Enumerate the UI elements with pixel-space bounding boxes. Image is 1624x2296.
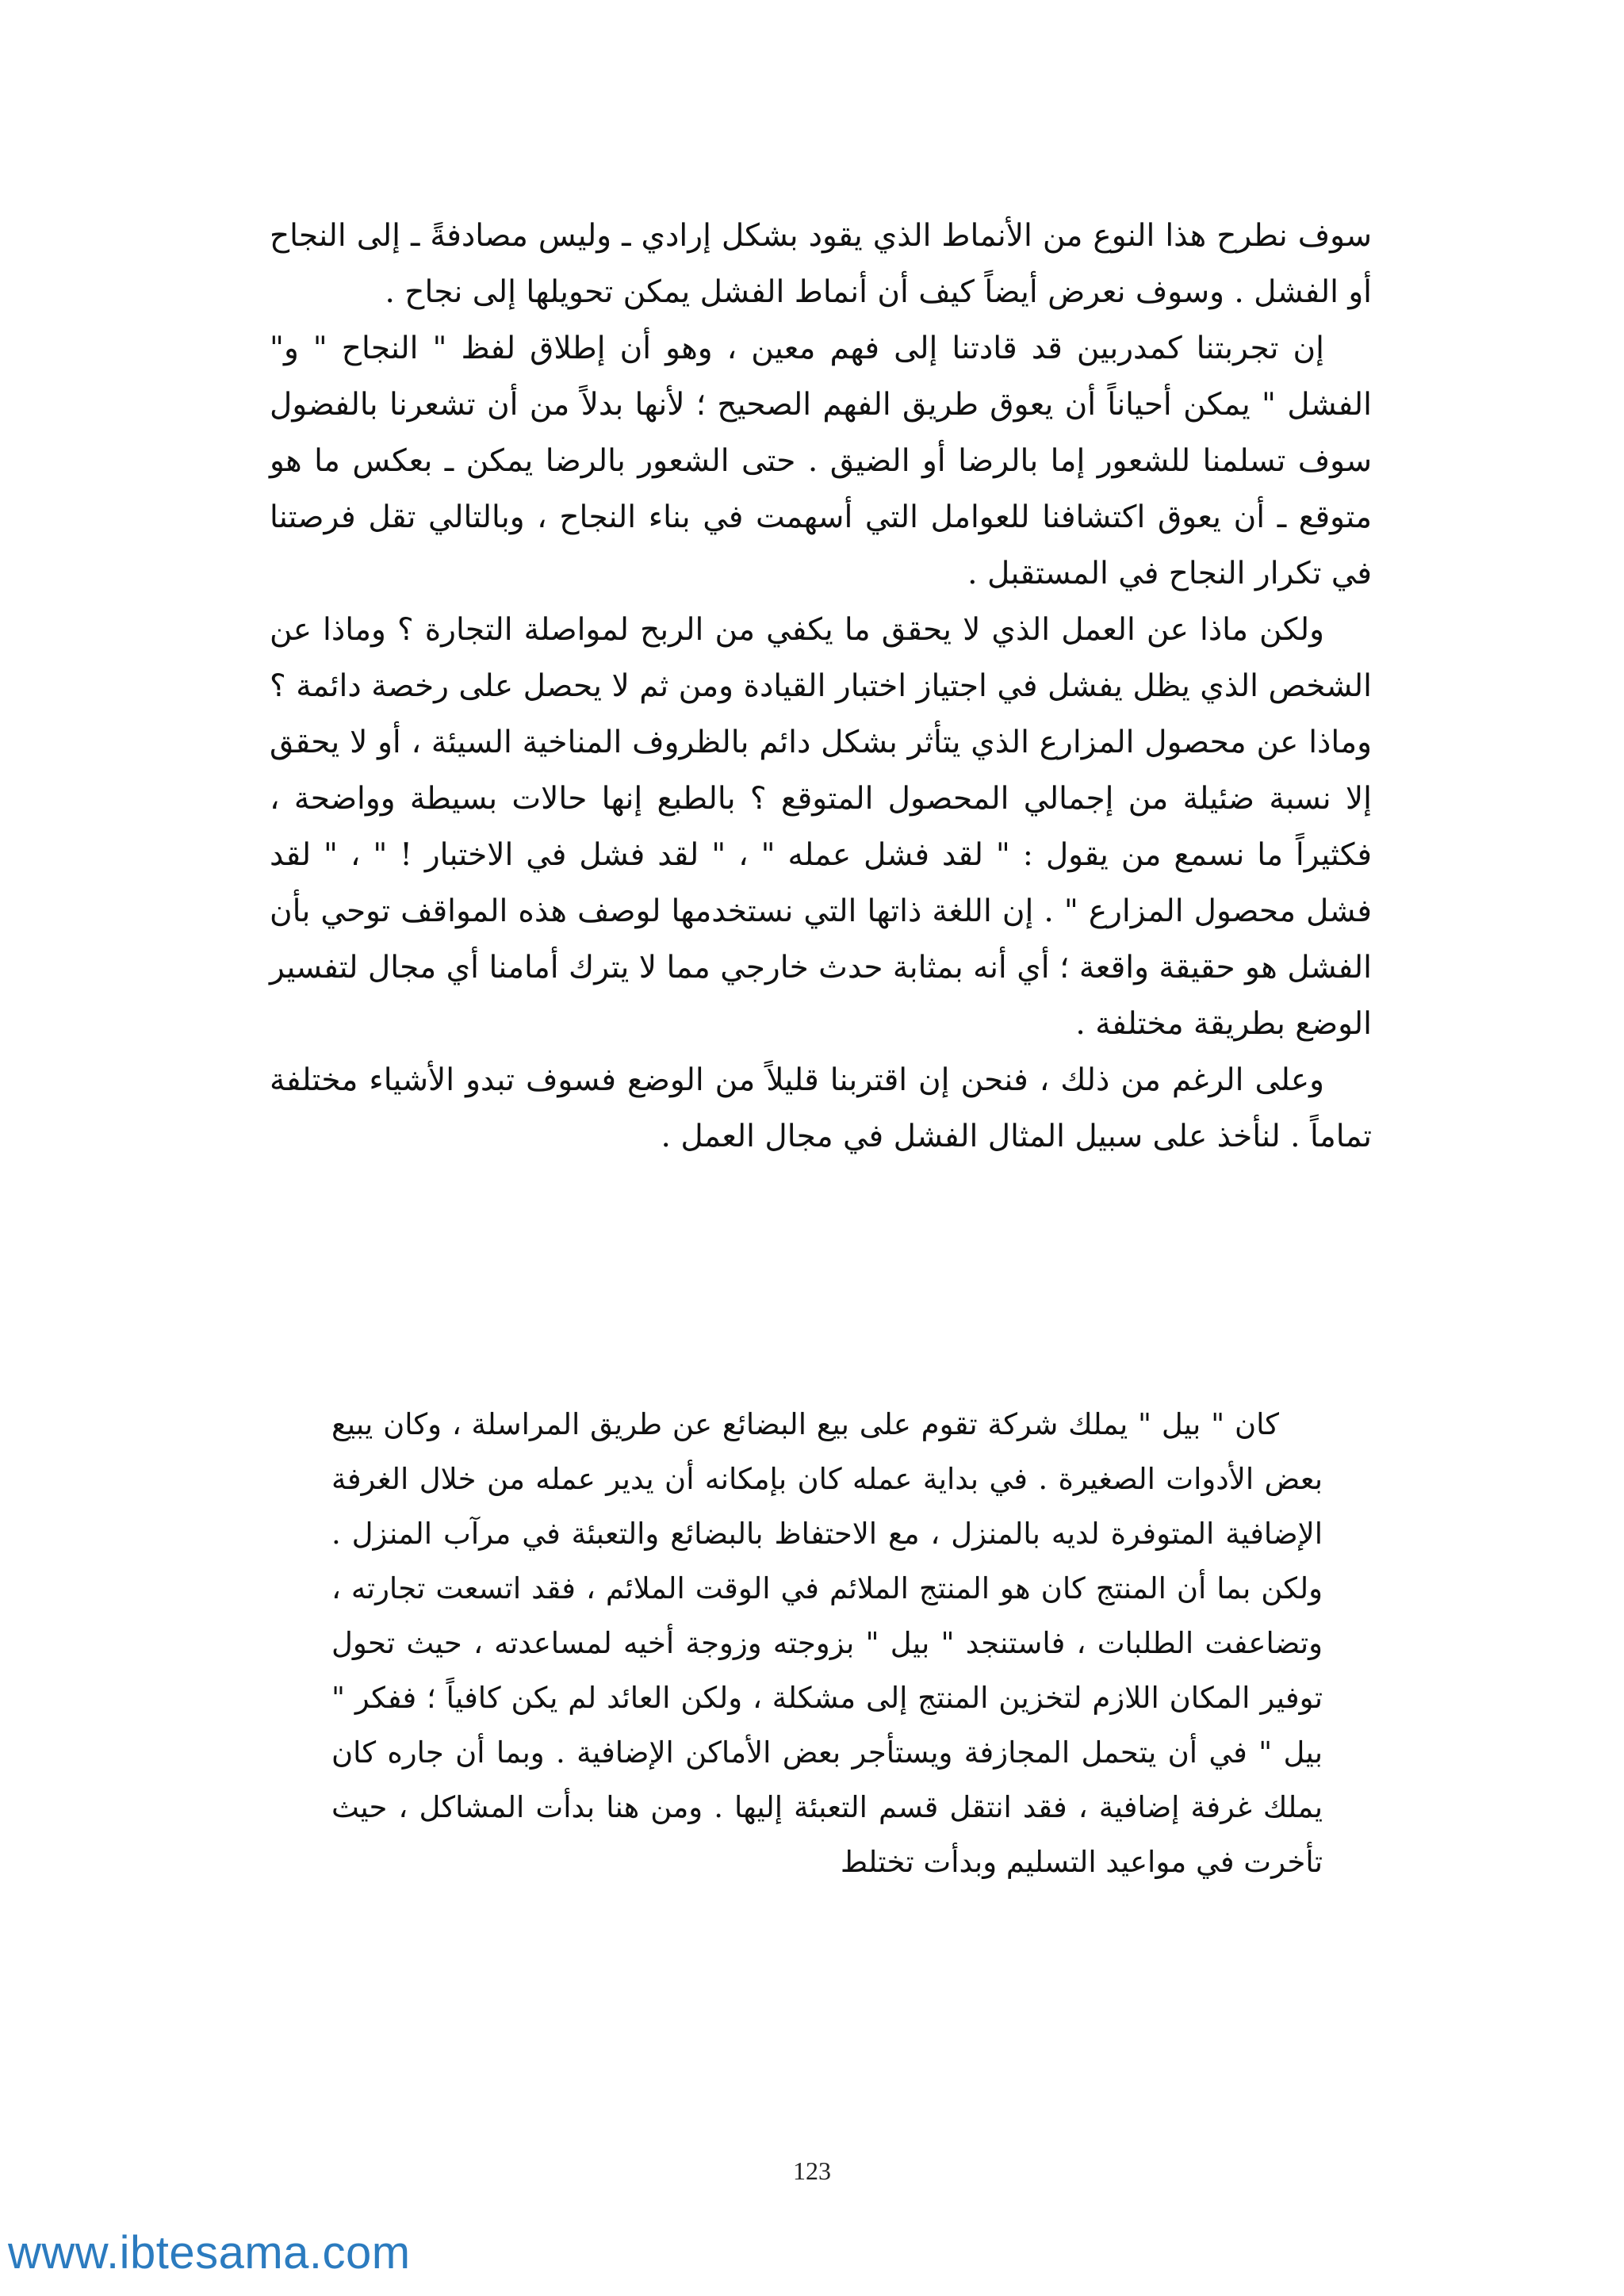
- main-text: [270, 208, 1372, 1165]
- example-paragraph: كان " بيل " يملك شركة تقوم على بيع البضائع عن طريق المراسلة ، وكان يبيع بعض الأدوات الصغيرة . في بداية عمله كان بإمكانه أن يدير عمله من خلال الغرفة الإضافية المتوفرة لديه بالمنزل ، مع الاحتفاظ بالبضائع والتعبئة في مرآب المنزل . ولكن بما أن المنتج كان هو المنتج الملائم في الوقت الملائم ، فقد اتسعت تجارته ، وتضاعفت الطلبات ، فاستنجد " بيل " بزوجته وزوجة أخيه لمساعدته ، حيث تحول توفير المكان اللازم لتخزين المنتج إلى مشكلة ، ولكن العائد لم يكن كافياً ؛ ففكر " بيل " في أن يتحمل المجازفة ويستأجر بعض الأماكن الإضافية . وبما أن جاره كان يملك غرفة إضافية ، فقد انتقل قسم التعبئة إليها . ومن هنا بدأت المشاكل ، حيث تأخرت في مواعيد التسليم وبدأت تختلط: [331, 1407, 1323, 1879]
- paragraph-1: سوف نطرح هذا النوع من الأنماط الذي يقود بشكل إرادي ـ وليس مصادفةً ـ إلى النجاح أو الفشل . وسوف نعرض أيضاً كيف أن أنماط الفشل يمكن تحويلها إلى نجاح .: [270, 218, 1372, 310]
- page-number: 123: [793, 2156, 831, 2185]
- paragraph-2: إن تجربتنا كمدربين قد قادتنا إلى فهم معين ، وهو أن إطلاق لفظ " النجاح " و" الفشل " يمكن أحياناً أن يعوق طريق الفهم الصحيح ؛ لأنها بدلاً من أن تشعرنا بالفضول سوف تسلمنا للشعور إما بالرضا أو الضيق . حتى الشعور بالرضا يمكن ـ بعكس ما هو متوقع ـ أن يعوق اكتشافنا للعوامل التي أسهمت في بناء النجاح ، وبالتالي تقل فرصتنا في تكرار النجاح في المستقبل .: [270, 331, 1372, 591]
- paragraph-3: ولكن ماذا عن العمل الذي لا يحقق ما يكفي من الربح لمواصلة التجارة ؟ وماذا عن الشخص الذي يظل يفشل في اجتياز اختبار القيادة ومن ثم لا يحصل على رخصة دائمة ؟ وماذا عن محصول المزارع الذي يتأثر بشكل دائم بالظروف المناخية السيئة ، أو لا يحقق إلا نسبة ضئيلة من إجمالي المحصول المتوقع ؟ بالطبع إنها حالات بسيطة وواضحة ، فكثيراً ما نسمع من يقول : " لقد فشل عمله " ، " لقد فشل في الاختبار ! " ، " لقد فشل محصول المزارع " . إن اللغة ذاتها التي نستخدمها لوصف هذه المواقف توحي بأن الفشل هو حقيقة واقعة ؛ أي أنه بمثابة حدث خارجي مما لا يترك أمامنا أي مجال لتفسير الوضع بطريقة مختلفة .: [270, 612, 1372, 1042]
- example-block: [331, 1397, 1323, 1889]
- paragraph-4: وعلى الرغم من ذلك ، فنحن إن اقتربنا قليلاً من الوضع فسوف تبدو الأشياء مختلفة تماماً . لنأخذ على سبيل المثال الفشل في مجال العمل .: [270, 1062, 1372, 1154]
- watermark-link[interactable]: www.ibtesama.com: [8, 2227, 411, 2279]
